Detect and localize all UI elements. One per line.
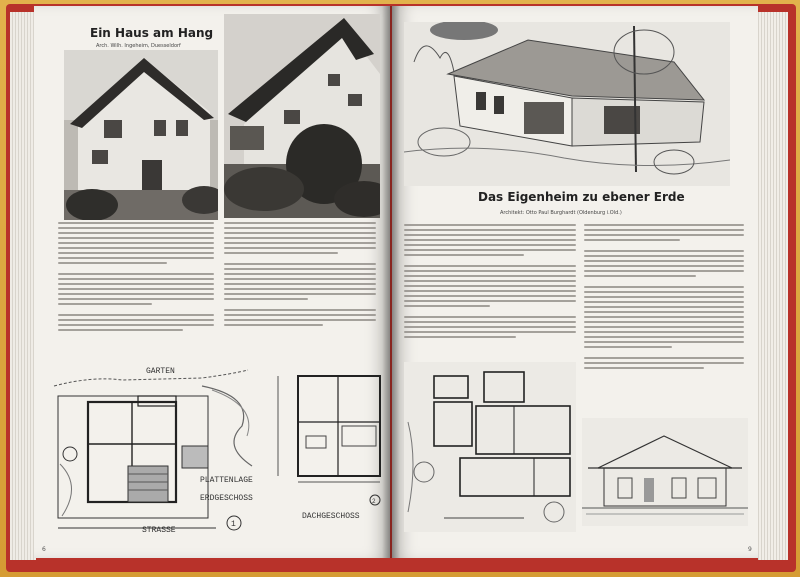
left-page-stack xyxy=(10,12,36,560)
left-page-byline: Arch. Wilh. Ingeheim, Duesseldorf xyxy=(96,43,181,49)
right-page xyxy=(392,6,758,558)
bungalow-sketch xyxy=(404,22,730,186)
right-page-byline: Architekt: Otto Paul Burghardt (Oldenburg i.Old.) xyxy=(500,210,622,216)
left-page xyxy=(34,6,390,558)
attic-floor-plan xyxy=(276,366,386,486)
left-page-title: Ein Haus am Hang xyxy=(90,26,214,40)
label-terrace: PLATTENLAGE xyxy=(200,476,253,485)
plan-number: 1 xyxy=(231,520,236,529)
plan-number-small: 2 xyxy=(372,498,376,505)
book-gutter xyxy=(382,6,400,558)
right-page-stack xyxy=(758,12,788,560)
label-attic: DACHGESCHOSS xyxy=(302,512,360,521)
label-street: STRASSE xyxy=(142,526,176,535)
right-page-number: 9 xyxy=(748,546,752,553)
right-text-column-2 xyxy=(584,224,744,372)
bungalow-elevation xyxy=(582,418,748,526)
right-text-column-1 xyxy=(404,224,576,341)
right-page-title: Das Eigenheim zu ebener Erde xyxy=(478,190,685,204)
label-garden: GARTEN xyxy=(146,367,175,376)
left-page-number: 6 xyxy=(42,546,46,553)
label-ground-floor: ERDGESCHOSS xyxy=(200,494,253,503)
bungalow-floor-plan xyxy=(404,362,576,532)
